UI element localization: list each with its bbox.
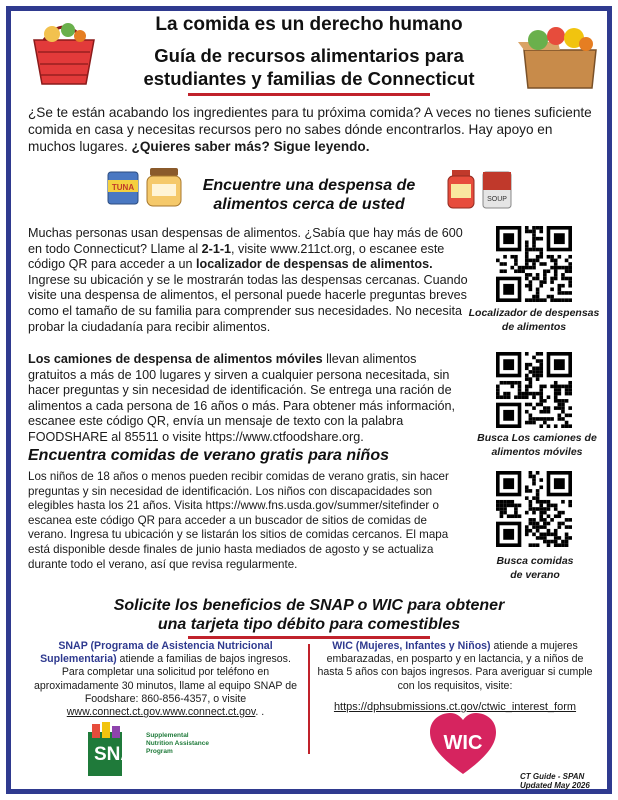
snap-logo-subtitle: Supplemental Nutrition Assistance Program [146, 732, 209, 755]
wic-text: atiende a mujeres embarazadas, en posparto y en lactancia, y a niños de hasta 5 años con bajos ingresos. Para averiguar si cumple con los requisitos, visite: [317, 640, 593, 692]
page-subtitle [0, 44, 618, 90]
pantry-text-c: Ingrese su ubicación y se le mostrarán todas las despensas cercanas. Cuando visite una despensa de alimentos, el personal puede hacerle preguntas breves como el tamaño de su familia para comprender sus necesidades. No necesita probar la ciudadanía para recibir alimentos. [28, 272, 468, 334]
summer-qr-code[interactable] [496, 471, 572, 547]
wic-link[interactable]: https://dphsubmissions.ct.gov/ctwic_interest_form [333, 700, 577, 713]
pantry-heading [185, 176, 433, 214]
pantry-qr-caption: Localizador de despensas de alimentos [468, 307, 600, 333]
sauce-jar-icon [446, 168, 476, 210]
wic-logo [428, 710, 498, 780]
benefits-heading-line-2: una tarjeta tipo débito para comestibles [157, 616, 461, 633]
trucks-bold: Los camiones de despensa de alimentos móviles [28, 352, 323, 366]
snap-program-name: SNAP (Programa de Asistencia Nutricional Suplementaria) [40, 640, 273, 666]
wic-column [315, 640, 595, 714]
trucks-qr-caption: Busca Los camiones de alimentos móviles [477, 432, 597, 458]
summer-paragraph: Los niños de 18 años o menos pueden recibir comidas de verano gratis, sin hacer preguntas y sin necesidad de identificación. Los niños con discapacidades son elegibles hasta los 21 años. Visita https://www.fns.usda.gov/summer/sitefinder o escanea este código QR para acceder a un buscador de sitios de comidas de verano. Ingresa tu ubicación y se listarán los sitios de comidas cercanos. El mapa está disponible desde finales de junio hasta mediados de agosto y se actualiza durante todo el verano, así que revisa regularmente. [28, 470, 449, 571]
benefits-divider [188, 636, 430, 639]
title-divider [188, 93, 430, 96]
pantry-heading-line-2: alimentos cerca de usted [213, 196, 405, 213]
pantry-locator-bold: localizador de despensas de alimentos. [196, 257, 433, 272]
wic-program-name: WIC (Mujeres, Infantes y Niños) [332, 640, 491, 652]
intro-text: ¿Se te están acabando los ingredientes para tu próxima comida? A veces no tienes suficiente comida en casa y necesitas recursos pero no sabes dónde encontrarlos. Hay apoyo en muchos lugares. [28, 105, 592, 154]
pantry-text-a: Muchas personas usan despensas de alimentos. ¿Sabía que hay más de 600 en todo Connecticut? Llame al [28, 226, 463, 256]
snap-column [28, 640, 303, 719]
trucks-qr-code[interactable] [496, 352, 572, 428]
trucks-paragraph [28, 352, 468, 446]
pantry-heading-line-1: Encuentre una despensa de [202, 177, 416, 194]
snap-logo [86, 722, 216, 780]
benefits-heading [0, 596, 618, 634]
footer [520, 772, 590, 790]
subtitle-line-2: estudiantes y familias de Connecticut [143, 68, 475, 89]
summer-heading: Encuentra comidas de verano gratis para niños [28, 447, 389, 464]
footer-line-2: Updated May 2026 [520, 781, 590, 790]
pantry-qr-code[interactable] [496, 226, 572, 302]
jar-icon [144, 166, 184, 208]
trucks-text: llevan alimentos gratuitos a más de 100 lugares y sirven a cualquier persona necesitada, sin hacer preguntas y sin necesidad de identificación. Se entrega una ración de alimentos a cada persona de 16 años o más. Para obtener más información, escanee este código QR, envía un mensaje de texto con la palabra FOODSHARE al 85511 o visite https://www.ctfoodshare.org. [28, 352, 456, 444]
soup-can-icon [480, 170, 514, 210]
tuna-can-icon [106, 168, 140, 208]
wic-logo-text: WIC [443, 732, 483, 754]
summer-qr-caption: Busca comidas de verano [496, 555, 574, 581]
benefits-heading-line-1: Solicite los beneficios de SNAP o WIC para obtener [113, 597, 505, 614]
subtitle-line-1: Guía de recursos alimentarios para [154, 45, 464, 66]
intro-paragraph [28, 104, 593, 155]
intro-call-to-action: ¿Quieres saber más? Sigue leyendo. [131, 139, 370, 154]
pantry-text-b: , visite www.211ct.org, o escanee este código QR para acceder a un [28, 241, 445, 272]
snap-text-end: . . [255, 706, 265, 719]
footer-line-1: CT Guide - SPAN [520, 772, 585, 781]
snap-text: atiende a familias de bajos ingresos. Para completar una solicitud por teléfono en aproximadamente 30 minutos, llame al equipo SNAP de Foodshare: 860-856-4357, o visite [33, 653, 298, 705]
pantry-phone: 2-1-1 [201, 241, 232, 256]
page-title: La comida es un derecho humano [155, 14, 463, 35]
snap-logo-text: SNAP [94, 744, 147, 765]
pantry-paragraph [28, 226, 468, 335]
snap-link[interactable]: www.connect.ct.gov.www.connect.ct.gov [66, 706, 256, 719]
soup-label: SOUP [487, 196, 507, 203]
tuna-label: TUNA [111, 183, 135, 192]
column-divider [308, 644, 310, 754]
